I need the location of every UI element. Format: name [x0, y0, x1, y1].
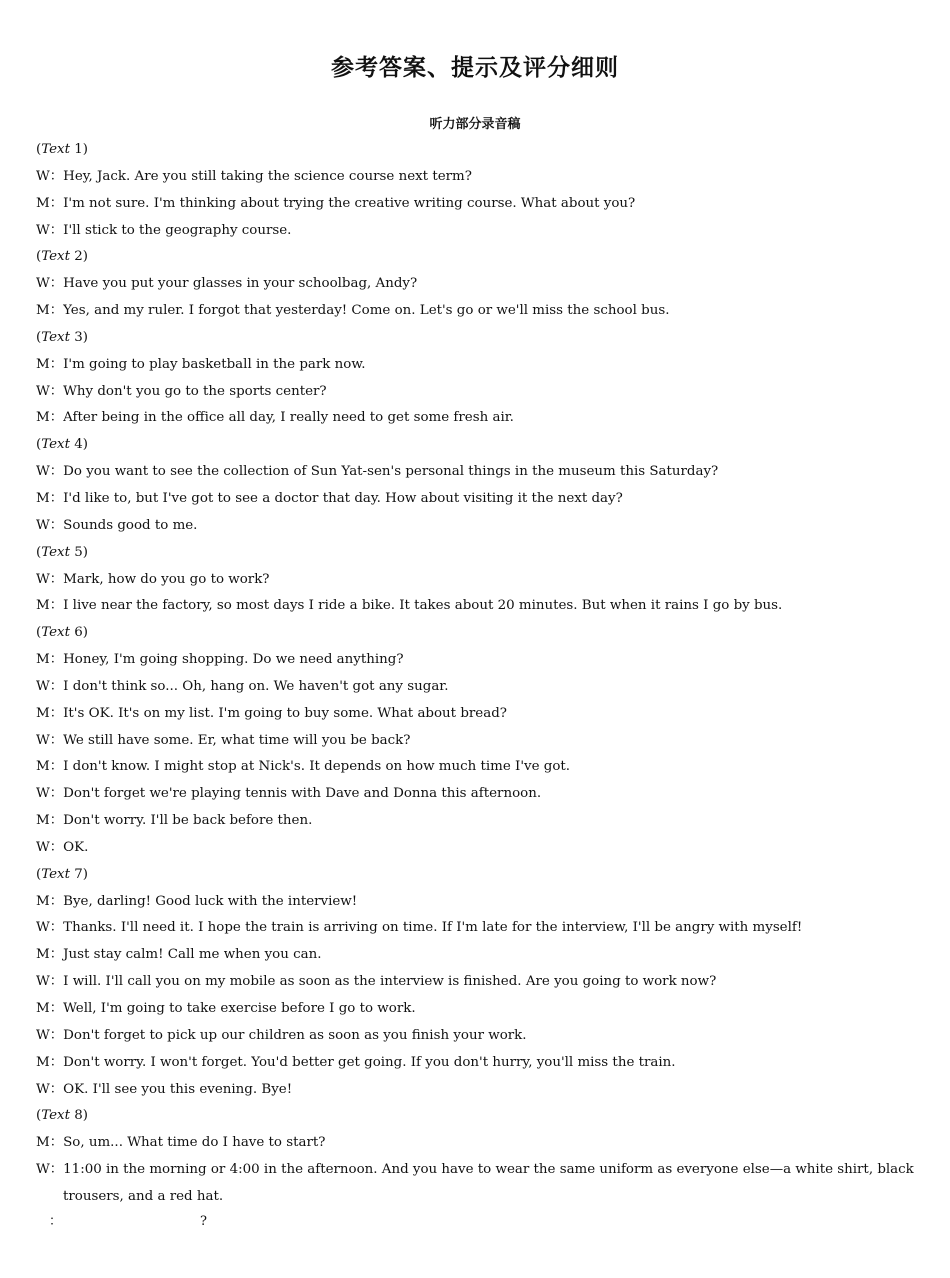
label-open-paren: (	[36, 249, 42, 265]
label-word: Text	[41, 142, 70, 157]
cut-off-speaker-colon: ：	[49, 1214, 63, 1229]
text-section-label	[36, 620, 920, 647]
label-number: 3	[69, 329, 83, 345]
dialogue-line	[36, 889, 920, 916]
utterance-text: Just stay calm! Call me when you can.	[63, 947, 322, 963]
text-section-label	[36, 137, 920, 164]
speaker-label: M	[36, 598, 50, 614]
speaker-colon: ：	[49, 732, 64, 748]
speaker-colon: ：	[49, 678, 64, 694]
label-number: 4	[69, 437, 83, 453]
utterance-text: I don't know. I might stop at Nick's. It depends on how much time I've got.	[63, 759, 571, 775]
utterance-text: I'm not sure. I'm thinking about trying the creative writing course. What about you?	[63, 195, 636, 211]
label-number: 7	[69, 866, 83, 882]
utterance-text: Sounds good to me.	[63, 517, 198, 533]
label-word: Text	[41, 544, 70, 560]
utterance-text: Thanks. I'll need it. I hope the train is arriving on time. If I'm late for the interview, I'll be angry with myself!	[63, 920, 803, 936]
speaker-colon: ：	[49, 786, 64, 802]
speaker-colon: ：	[49, 1054, 64, 1070]
label-close-paren: )	[82, 866, 88, 882]
speaker-label: W	[36, 1162, 50, 1178]
utterance-text: After being in the office all day, I really need to get some fresh air.	[63, 410, 514, 426]
utterance-text: OK.	[63, 839, 89, 855]
speaker-colon: ：	[49, 947, 64, 963]
speaker-label: W	[36, 1081, 50, 1097]
dialogue-line	[36, 191, 920, 218]
label-close-paren: )	[82, 1108, 88, 1124]
dialogue-line	[36, 298, 920, 325]
speaker-label: M	[36, 1001, 50, 1016]
label-word: Text	[41, 1108, 70, 1124]
dialogue-line	[36, 1050, 920, 1077]
label-number: 6	[69, 625, 83, 641]
utterance-text: Don't forget we're playing tennis with Dave and Donna this afternoon.	[63, 786, 542, 802]
label-number: 8	[69, 1108, 83, 1124]
label-open-paren: (	[36, 625, 42, 641]
utterance-text: I'm going to play basketball in the park now.	[63, 356, 366, 372]
label-open-paren: (	[36, 329, 42, 345]
speaker-label: M	[36, 195, 50, 211]
utterance-text: I will. I'll call you on my mobile as soon as the interview is finished. Are you going to work now?	[63, 974, 717, 990]
utterance-text: Hey, Jack. Are you still taking the science course next term?	[63, 168, 472, 184]
utterance-text: We still have some. Er, what time will you be back?	[63, 732, 411, 748]
utterance-text: I live near the factory, so most days I ride a bike. It takes about 20 minutes. But when it rains I go by bus.	[63, 598, 783, 614]
speaker-label: W	[36, 168, 50, 184]
speaker-label: W	[36, 974, 50, 990]
utterance-text: Don't worry. I'll be back before then.	[63, 813, 313, 829]
speaker-label: M	[36, 303, 50, 319]
utterance-continuation: trousers, and a red hat.	[63, 1188, 224, 1204]
label-open-paren: (	[36, 142, 42, 157]
label-close-paren: )	[82, 437, 88, 453]
speaker-colon: ：	[49, 303, 64, 319]
dialogue-line	[36, 647, 920, 674]
utterance-text: 11:00 in the morning or 4:00 in the afternoon. And you have to wear the same uniform as everyone else—a white shirt, black	[63, 1162, 914, 1178]
dialogue-line	[36, 567, 920, 594]
speaker-label: M	[36, 813, 50, 829]
text-section-label	[36, 540, 920, 567]
dialogue-line	[36, 701, 920, 728]
dialogue-line	[36, 996, 920, 1023]
utterance-text: Yes, and my ruler. I forgot that yesterday! Come on. Let's go or we'll miss the school bus.	[63, 303, 670, 319]
label-open-paren: (	[36, 866, 42, 882]
speaker-label: W	[36, 732, 50, 748]
speaker-label: M	[36, 893, 50, 909]
speaker-colon: ：	[49, 1001, 64, 1016]
speaker-colon: ：	[49, 1027, 64, 1043]
label-close-paren: )	[82, 625, 88, 641]
utterance-text: Bye, darling! Good luck with the interview!	[63, 893, 358, 909]
dialogue-line	[36, 969, 920, 996]
speaker-label: W	[36, 839, 50, 855]
dialogue-line	[36, 164, 920, 191]
speaker-colon: ：	[49, 839, 64, 855]
utterance-text: Mark, how do you go to work?	[63, 571, 270, 587]
speaker-colon: ：	[49, 276, 64, 292]
speaker-colon: ：	[49, 571, 64, 587]
text-section-label	[36, 862, 920, 889]
section-title: 听力部分录音稿	[429, 117, 521, 132]
utterance-text: Don't forget to pick up our children as soon as you finish your work.	[63, 1027, 527, 1043]
speaker-colon: ：	[49, 410, 64, 426]
label-close-paren: )	[82, 249, 88, 265]
dialogue-line	[36, 915, 920, 942]
utterance-text: Don't worry. I won't forget. You'd better get going. If you don't hurry, you'll miss the train.	[63, 1054, 676, 1070]
speaker-colon: ：	[49, 168, 64, 184]
dialogue-line	[36, 835, 920, 862]
speaker-label: W	[36, 517, 50, 533]
speaker-colon: ：	[49, 759, 64, 775]
speaker-colon: ：	[49, 598, 64, 614]
speaker-colon: ：	[49, 652, 64, 668]
speaker-colon: ：	[49, 517, 64, 533]
utterance-text: I'll stick to the geography course.	[63, 222, 292, 238]
speaker-label: W	[36, 1027, 50, 1043]
utterance-text: Do you want to see the collection of Sun Yat-sen's personal things in the museum this Saturday?	[63, 464, 719, 480]
speaker-label: W	[36, 383, 50, 399]
label-word: Text	[41, 329, 70, 345]
label-close-paren: )	[82, 329, 88, 345]
speaker-colon: ：	[49, 1081, 64, 1097]
dialogue-line	[36, 218, 920, 245]
dialogue-line	[36, 486, 920, 513]
speaker-label: M	[36, 1135, 50, 1151]
speaker-colon: ：	[49, 705, 64, 721]
speaker-colon: ：	[49, 920, 64, 936]
speaker-colon: ：	[49, 1135, 64, 1151]
dialogue-line	[36, 352, 920, 379]
speaker-label: W	[36, 276, 50, 292]
speaker-label: W	[36, 920, 50, 936]
speaker-colon: ：	[49, 383, 64, 399]
dialogue-line	[36, 728, 920, 755]
speaker-label: M	[36, 947, 50, 963]
dialogue-line	[36, 271, 920, 298]
speaker-label: W	[36, 571, 50, 587]
transcript	[36, 137, 920, 1211]
speaker-label: M	[36, 759, 50, 775]
dialogue-line	[36, 674, 920, 701]
dialogue-line	[36, 593, 920, 620]
label-close-paren: )	[82, 142, 88, 157]
speaker-colon: ：	[49, 464, 64, 480]
speaker-colon: ：	[49, 893, 64, 909]
label-open-paren: (	[36, 544, 42, 560]
speaker-label: M	[36, 705, 50, 721]
speaker-label: M	[36, 490, 50, 506]
text-section-label	[36, 244, 920, 271]
speaker-label: W	[36, 678, 50, 694]
utterance-text: It's OK. It's on my list. I'm going to buy some. What about bread?	[63, 705, 507, 721]
dialogue-line	[36, 1157, 920, 1211]
dialogue-line	[36, 1023, 920, 1050]
dialogue-line	[36, 513, 920, 540]
dialogue-line	[36, 808, 920, 835]
dialogue-line	[36, 942, 920, 969]
utterance-text: Have you put your glasses in your schoolbag, Andy?	[63, 276, 418, 292]
label-open-paren: (	[36, 1108, 42, 1124]
speaker-label: W	[36, 464, 50, 480]
label-open-paren: (	[36, 437, 42, 453]
utterance-text: Why don't you go to the sports center?	[63, 383, 327, 399]
text-section-label	[36, 325, 920, 352]
speaker-label: W	[36, 786, 50, 802]
speaker-label: M	[36, 652, 50, 668]
speaker-label: W	[36, 222, 50, 238]
utterance-text: OK. I'll see you this evening. Bye!	[63, 1081, 293, 1097]
speaker-label: M	[36, 410, 50, 426]
dialogue-line	[36, 1077, 920, 1104]
speaker-colon: ：	[49, 974, 64, 990]
label-word: Text	[41, 866, 70, 882]
label-word: Text	[41, 625, 70, 641]
utterance-text: I'd like to, but I've got to see a doctor that day. How about visiting it the next day?	[63, 490, 623, 506]
speaker-colon: ：	[49, 222, 64, 238]
utterance-text: Well, I'm going to take exercise before I go to work.	[63, 1001, 416, 1016]
speaker-colon: ：	[49, 195, 64, 211]
dialogue-line	[36, 781, 920, 808]
dialogue-line	[36, 1130, 920, 1157]
dialogue-line	[36, 754, 920, 781]
speaker-colon: ：	[49, 1162, 64, 1178]
label-number: 2	[69, 249, 83, 265]
utterance-text: I don't think so... Oh, hang on. We haven't got any sugar.	[63, 678, 449, 694]
page-title: 参考答案、提示及评分细则	[331, 55, 619, 81]
speaker-colon: ：	[49, 813, 64, 829]
speaker-colon: ：	[49, 356, 64, 372]
text-section-label	[36, 432, 920, 459]
label-close-paren: )	[82, 544, 88, 560]
utterance-text: Honey, I'm going shopping. Do we need anything?	[63, 652, 404, 668]
text-section-label	[36, 1103, 920, 1130]
cut-off-question-mark: ?	[200, 1214, 207, 1229]
label-number: 5	[69, 544, 83, 560]
label-word: Text	[41, 437, 70, 453]
speaker-label: M	[36, 356, 50, 372]
speaker-colon: ：	[49, 490, 64, 506]
label-word: Text	[41, 249, 70, 265]
utterance-text: So, um... What time do I have to start?	[63, 1135, 326, 1151]
label-number: 1	[69, 142, 83, 157]
speaker-label: M	[36, 1054, 50, 1070]
dialogue-line	[36, 459, 920, 486]
dialogue-line	[36, 405, 920, 432]
dialogue-line	[36, 379, 920, 406]
